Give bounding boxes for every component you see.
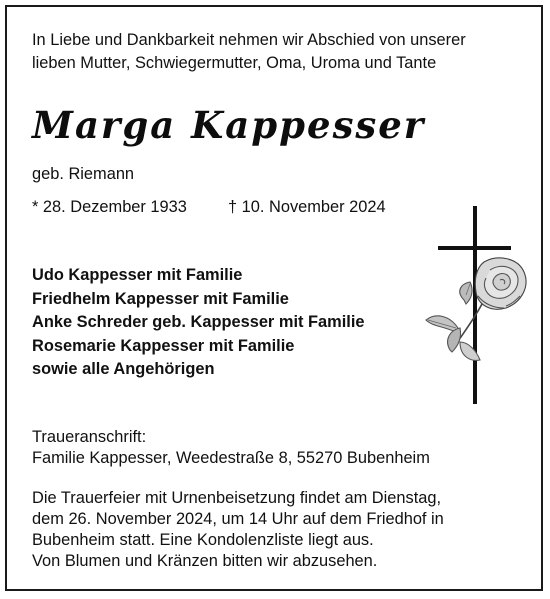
intro-text [32,29,522,75]
life-dates [32,198,386,217]
mourner-entry: Friedhelm Kappesser mit Familie [32,289,289,308]
mourners-list [32,264,365,382]
mourner-entry: Rosemarie Kappesser mit Familie [32,336,295,355]
birth-name: geb. Riemann [32,165,135,183]
memorial-emblem-graphic [420,200,540,410]
service-line: Bubenheim statt. Eine Kondolenzliste liegt aus. [32,531,374,549]
intro-line: lieben Mutter, Schwiegermutter, Oma, Uroma und Tante [32,54,437,72]
memorial-emblem [420,200,540,410]
service-line: Die Trauerfeier mit Urnenbeisetzung findet am Dienstag, [32,489,442,507]
birth-date: * 28. Dezember 1933 [32,198,187,216]
mourning-address [32,427,430,469]
service-line: dem 26. November 2024, um 14 Uhr auf dem Friedhof in [32,510,444,528]
service-line: Von Blumen und Kränzen bitten wir abzusehen. [32,552,378,570]
intro-line: In Liebe und Dankbarkeit nehmen wir Abschied von unserer [32,31,466,49]
death-date: † 10. November 2024 [228,198,386,216]
service-info [32,488,472,572]
mourner-entry: sowie alle Angehörigen [32,360,215,379]
address-text: Familie Kappesser, Weedestraße 8, 55270 Bubenheim [32,449,430,467]
deceased-name: Marga Kappesser [32,103,426,147]
mourner-entry: Anke Schreder geb. Kappesser mit Familie [32,313,365,332]
address-label: Traueranschrift: [32,428,147,446]
mourner-entry: Udo Kappesser mit Familie [32,266,243,284]
